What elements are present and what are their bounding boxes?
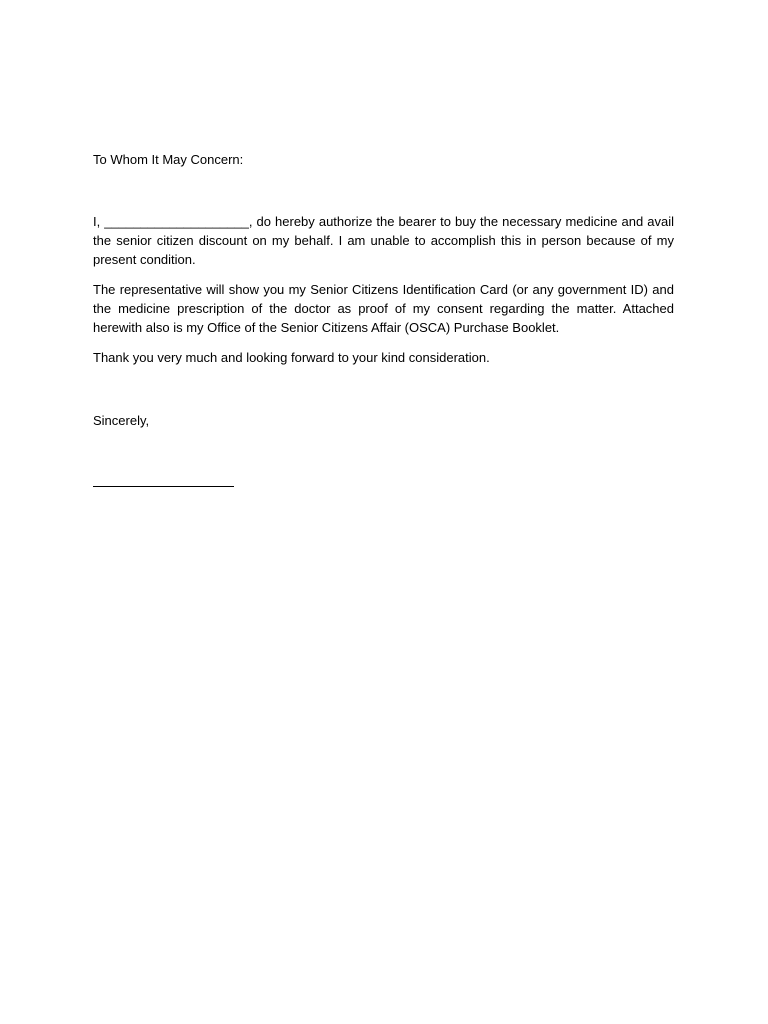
signature-line [93,486,234,487]
paragraph-thanks: Thank you very much and looking forward to your kind consideration. [93,350,490,365]
paragraph-proof: The representative will show you my Senior Citizens Identification Card (or any government ID) and the medicine prescription of the doctor as proof of my consent regarding the matter. Attached herewith also is my Office of the Senior Citizens Affair (OSCA) Purchase Booklet. [93,282,674,335]
closing: Sincerely, [93,413,150,428]
letter-body [93,212,674,378]
salutation: To Whom It May Concern: [93,152,244,167]
paragraph-authorization: I, ____________________, do hereby authorize the bearer to buy the necessary medicine and avail the senior citizen discount on my behalf. I am unable to accomplish this in person because of my present condition. [93,214,674,267]
